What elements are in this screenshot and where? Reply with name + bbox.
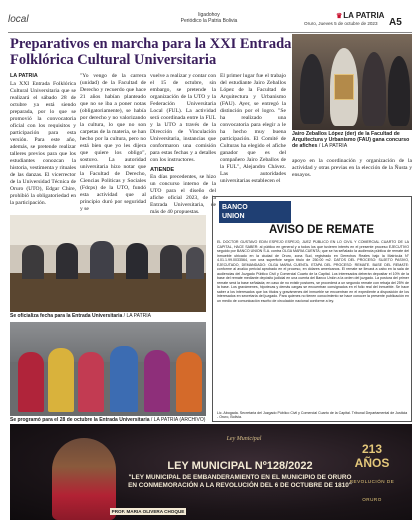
caption-award-credit: / LA PATRIA xyxy=(318,143,348,149)
article-byline: LA PATRIA xyxy=(10,73,38,79)
bank-logo xyxy=(219,201,291,223)
auction-signature: Lic. Abogada. Secretaria del Juzgado Público Civil y Comercial Cuarto de la Capital. Tribunal Departamental de Justicia - Oruro, Bolivia. xyxy=(217,411,408,419)
article-column-2 xyxy=(80,73,146,213)
caption-dancers-credit: / LA PATRIA (ARCHIVO) xyxy=(150,417,206,423)
article-column-1 xyxy=(10,73,76,207)
bank-logo-line1: BANCO xyxy=(222,204,248,211)
brand-name: LA PATRIA xyxy=(343,11,385,20)
dancers-photo xyxy=(10,322,206,416)
article-column-4 xyxy=(220,73,286,185)
caption-officials-text: Se oficializa fecha para la Entrada Universitaria xyxy=(10,313,123,319)
auction-notice xyxy=(212,196,412,422)
masthead-logo xyxy=(336,11,384,20)
article-col2-text: "Yo vengo de la carrera (unidad) de la Facultad de Derecho y recuerdo que hace 21 años habían planteado que no se iba a poner notas (obligatoriamente), se había por derecho y no valorizando la cultura, lo que no son carpetas de la materia, se han hecho por la cultura, pero no está bien que yo les dijera que quiere los obligo", sostuvo. La autoridad universitaria hizo notar que la Facultad de Derecho, Ciencias Políticas y Sociales (Fdcps) de la UTO, fundó esta actividad que al principio duró por seguridad y se xyxy=(80,73,146,212)
ad-law-text: "LEY MUNICIPAL DE EMBANDERAMIENTO EN EL MUNICIPIO DE ORURO EN CONMEMORACIÓN A LA REVOLUCIÓN DEL 6 DE OCTUBRE DE 1810" xyxy=(128,474,352,489)
caption-dancers xyxy=(10,417,206,423)
caption-dancers-text: Se programó para el 28 de octubre la Entrada Universitaria xyxy=(10,417,150,423)
anniversary-badge xyxy=(344,442,400,506)
header-center-line2: Periódico la Patria Bolivia xyxy=(180,18,238,24)
section-label: local xyxy=(8,14,29,25)
bank-logo-line2: UNION xyxy=(222,213,245,220)
caption-award xyxy=(292,131,412,149)
header-center-line1: ligadohoy xyxy=(198,12,220,18)
caption-officials-credit: / LA PATRIA xyxy=(123,313,151,319)
anniversary-number: 213 AÑOS xyxy=(354,442,390,470)
ad-script-title: Ley Municipal xyxy=(226,436,262,442)
caption-award-text: Jairo Zeballos López (der) de la Facultad de Arquitectura y Urbanismo (FAU) gana concurso de afiches xyxy=(292,131,410,149)
header-rule xyxy=(8,32,412,33)
article-column-3 xyxy=(150,73,216,216)
article-col4-text: El primer lugar fue el trabajo del estudiante Jairo Zeballos López de la Facultad de Arquitectura y Urbanismo (FAU). Ayer, se entregó la distinción por el logro. "Se ha realizado una convocatoria para elegir a le ha hecho muy buena participación. El Comité de Culturas ha elegido el afiche ganador que es del compañero Jairo Zeballos de la FUL", Alejandro Chávez. Las autoridades universitarias establecen el xyxy=(220,73,286,184)
subheading-atiende: ATIENDE xyxy=(150,167,175,173)
municipal-ad xyxy=(10,424,412,520)
ad-portrait xyxy=(52,438,116,520)
article-column-5 xyxy=(292,158,412,179)
crown-icon: ♛ xyxy=(336,13,343,20)
article-col1-text: La XXI Entrada Folklórica Cultural Universitaria que se realizará el sábado 28 de octubre ya está siendo preparada, por lo que se promovió la convocatoria oficial con los requisitos y participación para esta versión. Para este año, además, se pretende realizar talleres previos para que los estudiantes conozcan la historia, vestimenta y rituales de las danzas. El vicerrector de la Universidad Técnica de Oruro (UTO), Edgar Chire, prohibió la obligatoriedad en la participación. xyxy=(10,81,76,206)
article-headline: Preparativos en marcha para la XXI Entrada Folklórica Cultural Universitaria xyxy=(10,36,292,68)
page-number: A5 xyxy=(389,17,402,28)
auction-body: EL DOCTOR GUSTAVO EDIN ESPEJO ESPEJO, JUEZ PÚBLICO EN LO CIVIL Y COMERCIAL CUARTO DE LA CAPITAL, HACE SABER: al público en general y a todos los que tuvieren interés en el presente proceso EJECUTIVO seguido por BANCO UNION S.A. contra OLGA MARIA CUENTA; que se ha señalado la audiencia pública de remate del inmueble ubicado en la ciudad de Oruro, zona Sud, registrado en Derechos Reales bajo la Matrícula N° 4.01.1.99.0033564, con una superficie según título de 250.00 m2. DATOS DEL PROCESO: SUJETO PASIVO, EJECUTADO, DEMANDADO: OLGA MARIA CUENTA. ETAPA DEL PROCESO: REMATE. BASE DEL REMATE: conforme al avalúo pericial aprobado en el proceso, en dólares americanos. El remate se llevará a cabo en la sala de audiencias del Juzgado Público Civil y Comercial Cuarto de la Capital. Los interesados deberán depositar el 10% de la base del remate mediante depósito judicial en una cuenta del Banco Unión a la orden del juzgado. La postura del primer remate será la base señalada; en caso de no existir postores, se procederá a un segundo remate con rebaja del 25% de la base. Los gravámenes, hipotecas y demás cargas se encuentran consignados en el folio real del inmueble. Se hace saber a los interesados que los títulos y gravámenes del inmueble se encuentran en el expediente a disposición de los interesados en secretaría del juzgado. Para quienes no tienen conocimiento se hace conocer la presente publicación en un medio de comunicación escrito de circulación nacional conforme a ley. xyxy=(217,240,409,303)
officials-photo xyxy=(10,215,206,312)
anniversary-label: REVOLUCIÓN DE ORURO xyxy=(349,479,395,502)
ad-law-title: LEY MUNICIPAL Nº128/2022 xyxy=(167,460,313,472)
caption-officials xyxy=(10,313,206,319)
issue-date: Oruro, Jueves 5 de octubre de 2023 xyxy=(304,21,378,26)
header-center xyxy=(168,12,250,24)
auction-title: AVISO DE REMATE xyxy=(269,224,374,236)
award-photo xyxy=(292,34,412,130)
article-col5-text: apoyo en la coordinación y organización de la actividad y otras previas en la elección de la Ñusta y ensayos. xyxy=(292,158,412,178)
ad-signatory: PROF. MARIA OLIVERA CHOQUE xyxy=(111,509,185,514)
article-col3-text: vuelve a realizar y contar con el 15 de octubre, sin embargo, se pretende la organización de la UTO y la Federación Universitaria Local (FUL). La actividad será coordinada entre la FUL y la UTO a través de la Dirección de Vinculación Universitaria, instancias que conformaron una comisión para estas fechas y a detalles con los instructores. xyxy=(150,73,216,163)
article-col3b-text: En días precedentes, se hizo un concurso interno de la UTO para el diseño del afiche oficial 2023, de la Entrada Universitaria, de más de 40 propuestas. xyxy=(150,174,216,215)
